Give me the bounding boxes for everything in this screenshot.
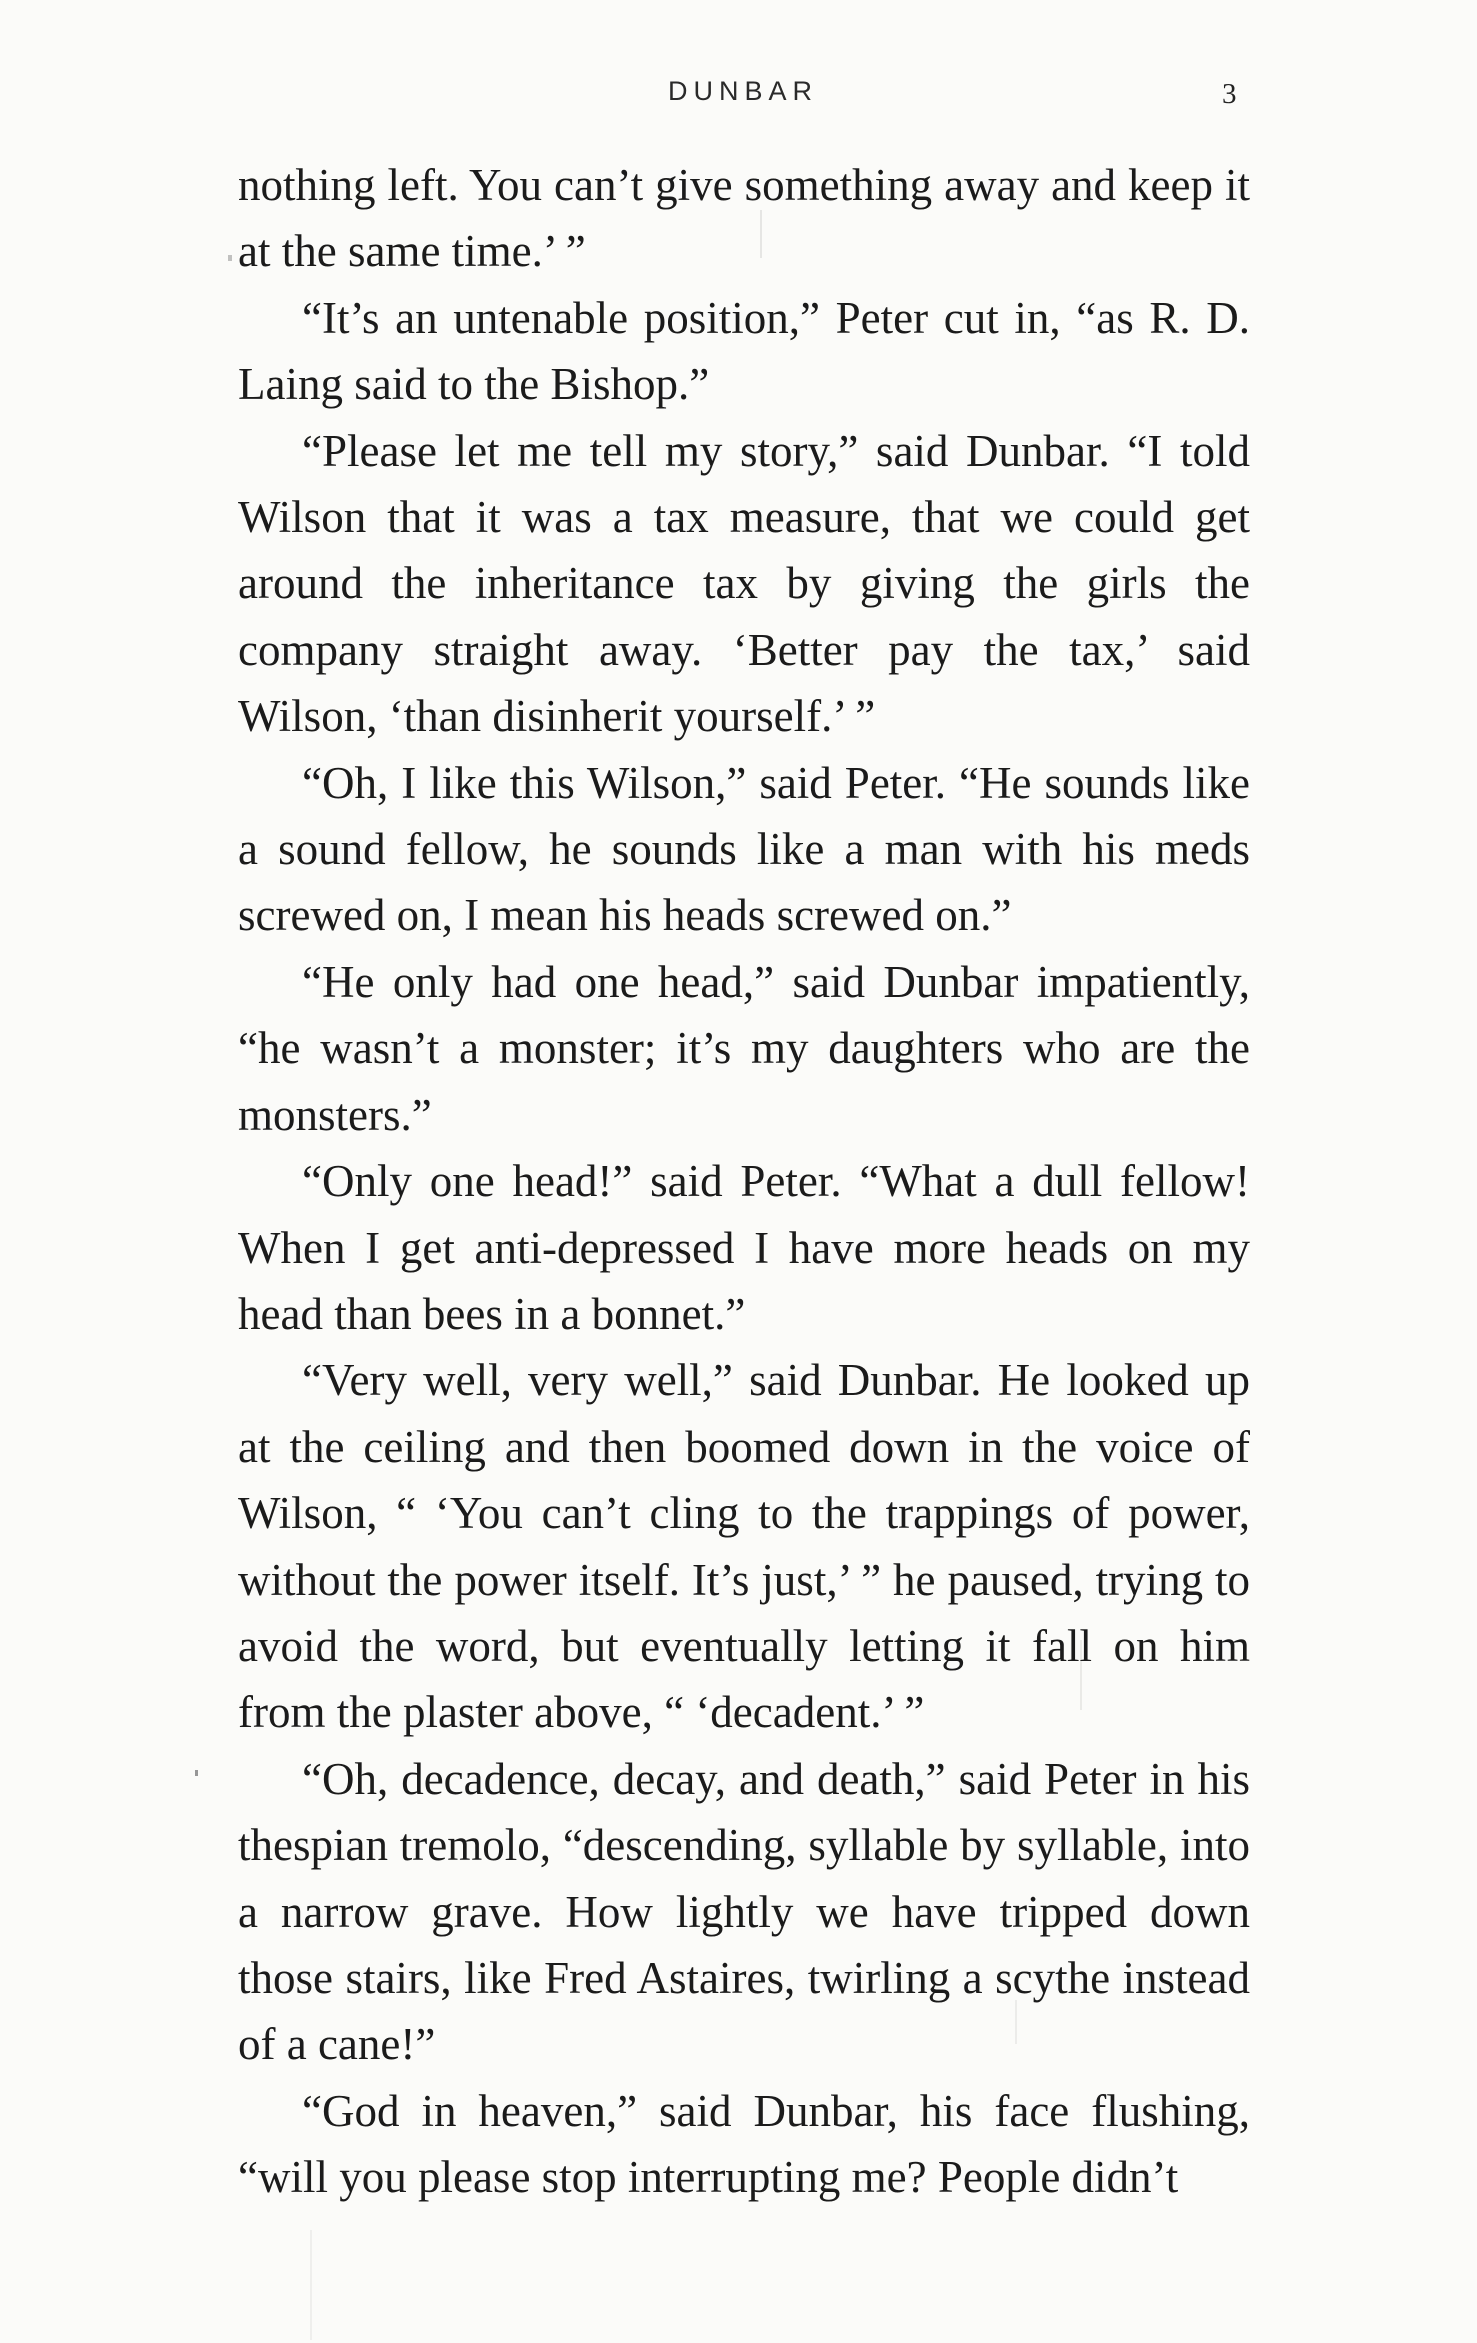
paragraph: “It’s an untenable position,” Peter cut in, “as R. D. Laing said to the Bishop.” — [238, 292, 1250, 410]
running-title: DUNBAR — [668, 76, 819, 106]
running-head — [0, 76, 1477, 116]
scan-artifact — [310, 2230, 312, 2340]
paragraph: “God in heaven,” said Dunbar, his face flushing, “will you please stop interrupting me? People didn’t — [238, 2085, 1250, 2203]
page-number: 3 — [1222, 78, 1237, 110]
paragraph: “Please let me tell my story,” said Dunbar. “I told Wilson that it was a tax measure, that we could get around the inheritance tax by giving the girls the company straight away. ‘Better pay the tax,’ said Wilson, ‘than disinherit yourself.’ ” — [238, 425, 1250, 742]
paragraph: “Only one head!” said Peter. “What a dull fellow! When I get anti-depressed I have more heads on my head than bees in a bonnet.” — [238, 1156, 1250, 1339]
scan-artifact — [228, 255, 232, 261]
paragraph: “Very well, very well,” said Dunbar. He looked up at the ceiling and then boomed down in the voice of Wilson, “ ‘You can’t cling to the trappings of power, without the power itself. It’s just,’ ” he paused, trying to avoid the word, but eventually letting it fall on him from the plaster above, “ ‘decadent.’ ” — [238, 1355, 1250, 1738]
paragraph: “Oh, decadence, decay, and death,” said Peter in his thespian tremolo, “descending, syllable by syllable, into a narrow grave. How lightly we have tripped down those stairs, like Fred Astaires, twirling a scythe instead of a cane!” — [238, 1753, 1250, 2070]
scan-artifact — [195, 1770, 198, 1776]
paragraph: “Oh, I like this Wilson,” said Peter. “He sounds like a sound fellow, he sounds like a man with his meds screwed on, I mean his heads screwed on.” — [238, 757, 1250, 941]
paragraph: nothing left. You can’t give something away and keep it at the same time.’ ” — [238, 160, 1250, 277]
paragraph: “He only had one head,” said Dunbar impatiently, “he wasn’t a monster; it’s my daughters who are the monsters.” — [238, 956, 1250, 1140]
body-text — [238, 152, 1250, 2211]
